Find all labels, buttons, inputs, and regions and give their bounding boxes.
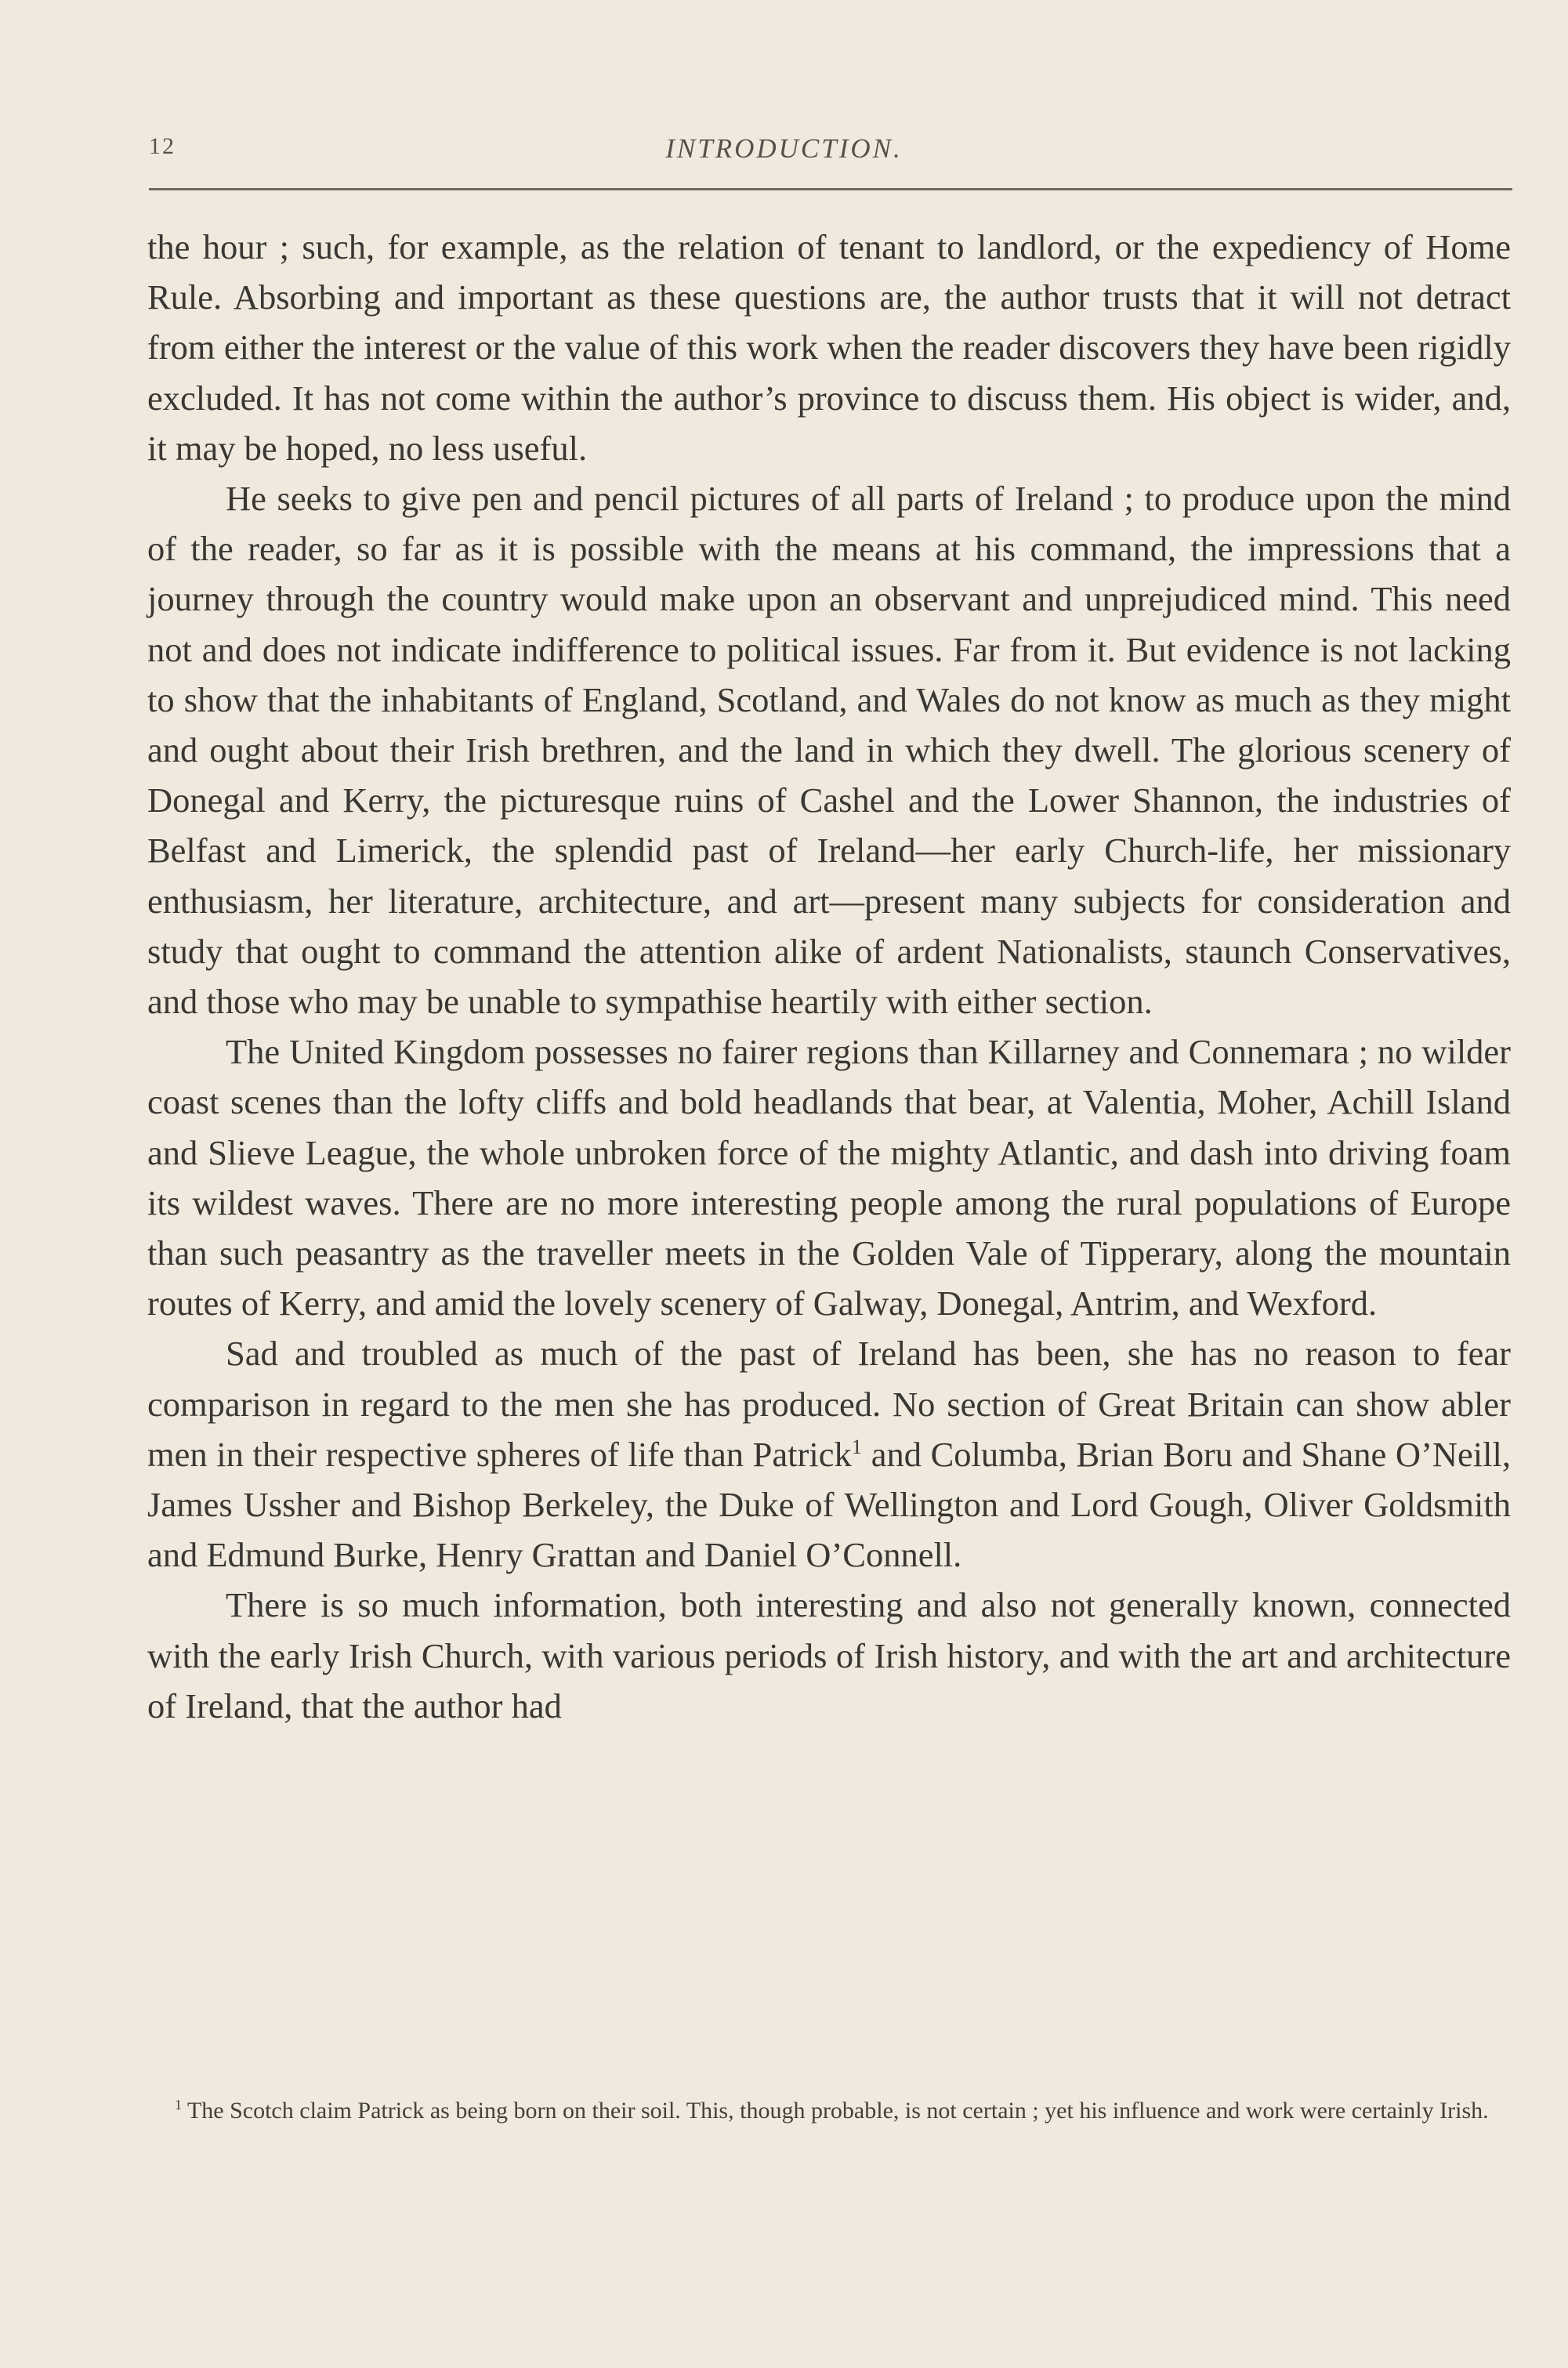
footnote-reference: 1 <box>851 1435 863 1459</box>
running-head: INTRODUCTION. <box>665 133 903 164</box>
footnote-text: The Scotch claim Patrick as being born on their soil. This, though probable, is not certain ; yet his influence and work were certainly Irish. <box>182 2098 1489 2124</box>
footnote-marker: 1 <box>175 2097 182 2113</box>
page-number: 12 <box>149 133 176 159</box>
paragraph-4 <box>147 1328 1511 1580</box>
header-rule <box>149 188 1512 190</box>
body-text <box>147 222 1511 1731</box>
footnote-paragraph <box>147 2096 1511 2125</box>
paragraph-5: There is so much information, both interesting and also not generally known, connected with the early Irish Church, with various periods of Irish history, and with the art and architecture of Ireland, that the author had <box>147 1585 1511 1725</box>
paragraph-2: He seeks to give pen and pencil pictures of all parts of Ireland ; to produce upon the mind of the reader, so far as it is possible with the means at his command, the impressions that a journey through the country would make upon an observant and unprejudiced mind. This need not and does not indicate indifference to political issues. Far from it. But evidence is not lacking to show that the inhabitants of England, Scotland, and Wales do not know as much as they might and ought about their Irish brethren, and the land in which they dwell. The glorious scenery of Donegal and Kerry, the picturesque ruins of Cashel and the Lower Shannon, the industries of Belfast and Limerick, the splendid past of Ireland—her early Church-life, her missionary enthusiasm, her literature, architecture, and art—present many subjects for consideration and study that ought to command the attention alike of ardent Nationalists, staunch Conservatives, and those who may be unable to sympathise heartily with either section. <box>147 479 1511 1022</box>
paragraph-1: the hour ; such, for example, as the relation of tenant to landlord, or the expediency of Home Rule. Absorbing and important as these questions are, the author trusts that it will not detract from either the interest or the value of this work when the reader discovers they have been rigidly excluded. It has not come within the author’s province to discuss them. His object is wider, and, it may be hoped, no less useful. <box>147 227 1511 468</box>
footnote <box>147 2096 1511 2125</box>
paragraph-4-text-start: Sad and troubled as much of the past of Ireland has been, she has no reason to fear comparison in regard to the men she has produced. No section of Great Britain can show abler men in their respective spheres of life than Patrick <box>147 1334 1511 1474</box>
paragraph-3: The United Kingdom possesses no fairer regions than Killarney and Connemara ; no wilder coast scenes than the lofty cliffs and bold headlands that bear, at Valentia, Moher, Achill Island and Slieve League, the whole unbroken force of the mighty Atlantic, and dash into driving foam its wildest waves. There are no more interesting people among the rural populations of Europe than such peasantry as the traveller meets in the Golden Vale of Tipperary, along the mountain routes of Kerry, and amid the lovely scenery of Galway, Donegal, Antrim, and Wexford. <box>147 1032 1511 1323</box>
paragraph-4-text-end: and Columba, Brian Boru and Shane O’Neill, James Ussher and Bishop Berkeley, the Duke of Wellington and Lord Gough, Oliver Goldsmith and Edmund Burke, Henry Grattan and Daniel O’Connell. <box>147 1434 1511 1575</box>
